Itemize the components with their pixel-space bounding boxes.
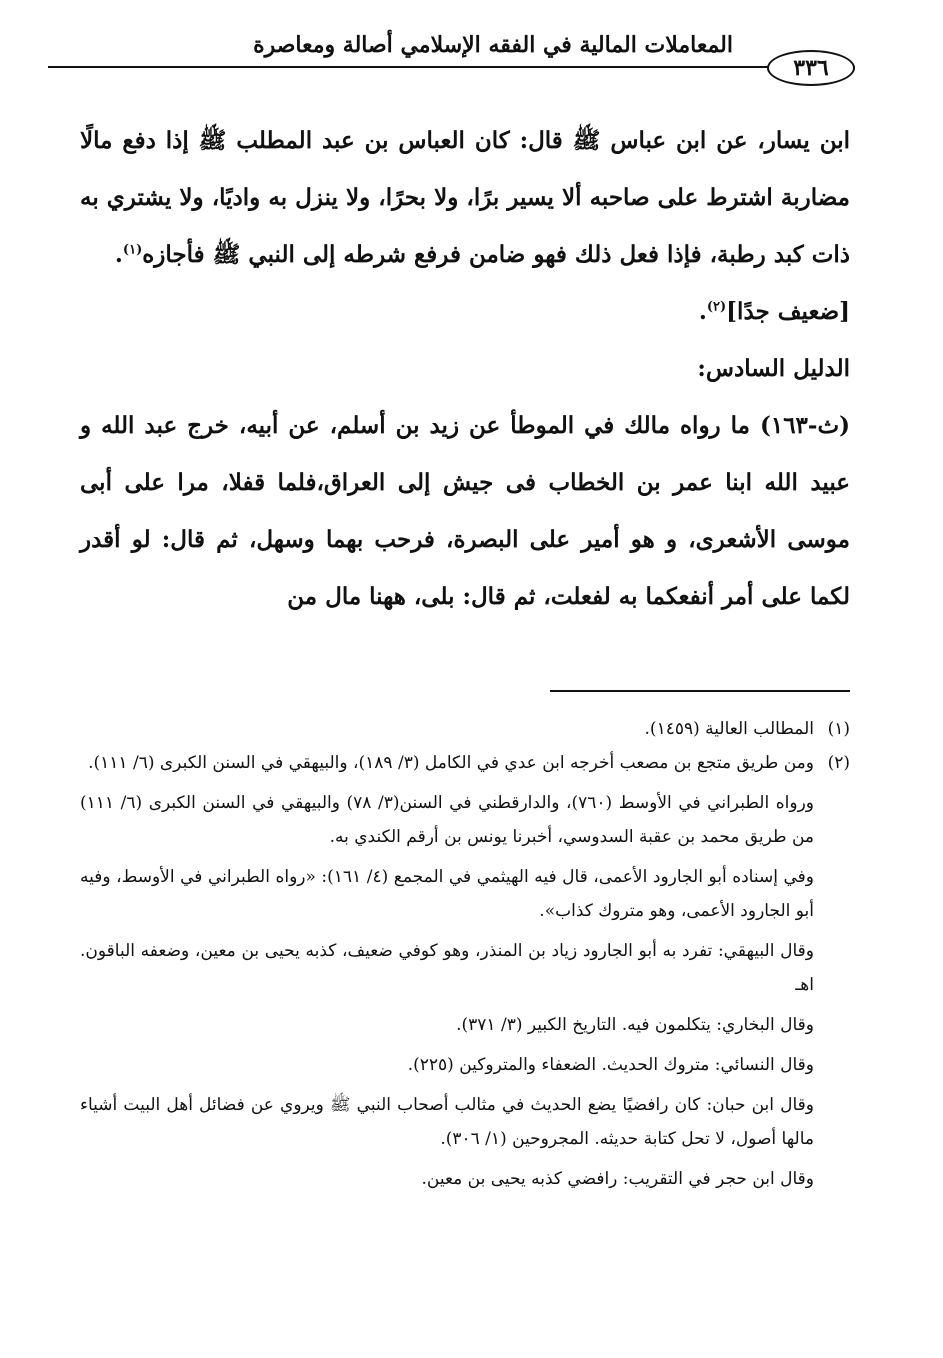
footnote-2-number: (٢): [827, 753, 850, 773]
footnote-1: [80, 712, 850, 746]
footnote-2-text: ومن طريق متجع بن مصعب أخرجه ابن عدي في الكامل (٣/ ١٨٩)، والبيهقي في السنن الكبرى (٦/ ١١١).: [88, 753, 814, 773]
footnote-ref-2: (٢): [706, 299, 727, 315]
paragraph-1-text: ابن يسار، عن ابن عباس ﷺ قال: كان العباس بن عبد المطلب ﷺ إذا دفع مالًا مضاربة اشترط على صاحبه ألا يسير برًا، ولا بحرًا، ولا ينزل به واديًا، ولا يشتري به ذات كبد رطبة، فإذا فعل ذلك فهو ضامن فرفع شرطه إلى النبي ﷺ فأجازه: [80, 127, 850, 268]
paragraph-1-end: .: [114, 241, 123, 268]
footnote-2-continuation-5: وقال النسائي: متروك الحديث. الضعفاء والمتروكين (٢٢٥).: [407, 1055, 814, 1075]
footnote-ref-1: (١): [122, 242, 143, 258]
footnotes: [80, 712, 850, 1196]
grade-text: [ضعيف جدًا]: [726, 298, 850, 325]
paragraph-1: [80, 112, 850, 283]
page-number: [767, 50, 855, 86]
header-rule: [48, 66, 855, 68]
footnote-separator: [550, 690, 850, 692]
footnote-2-continuation-2: وفي إسناده أبو الجارود الأعمى، قال فيه الهيثمي في المجمع (٤/ ١٦١): «رواه الطبراني في الأوسط، وفيه أبو الجارود الأعمى، وهو متروك كذاب».: [80, 867, 814, 921]
footnote-2-continuation-3: وقال البيهقي: تفرد به أبو الجارود زياد بن المنذر، وهو كوفي ضعيف، كذبه يحيى بن معين، وضعفه الباقون. اهـ: [80, 941, 814, 995]
grade-line: [80, 283, 850, 340]
footnote-1-text: المطالب العالية (١٤٥٩).: [644, 719, 814, 739]
footnote-2-continuation-4: وقال البخاري: يتكلمون فيه. التاريخ الكبير (٣/ ٣٧١).: [456, 1015, 814, 1035]
grade-end: .: [698, 298, 707, 325]
running-title: المعاملات المالية في الفقه الإسلامي أصالة ومعاصرة: [253, 32, 733, 58]
footnote-2-continuation-1: ورواه الطبراني في الأوسط (٧٦٠)، والدارقطني في السنن(٣/ ٧٨) والبيهقي في السنن الكبرى (٦/ ١١١) من طريق محمد بن عقبة السدوسي، أخبرنا يونس بن أرقم الكندي به.: [80, 793, 814, 847]
paragraph-2: (ث-١٦٣) ما رواه مالك في الموطأ عن زيد بن أسلم، عن أبيه، خرج عبد الله و عبيد الله ابنا عمر بن الخطاب فى جيش إلى العراق،فلما قفلا، مرا على أبى موسى الأشعرى، و هو أمير على البصرة، فرحب بهما وسهل، ثم قال: لو أقدر لكما على أمر أنفعكما به لفعلت، ثم قال: بلى، ههنا مال من: [80, 412, 850, 610]
main-text: [80, 112, 850, 625]
footnote-1-number: (١): [827, 719, 850, 739]
footnote-2: [80, 746, 850, 780]
footnote-2-continuation-6: وقال ابن حبان: كان رافضيًا يضع الحديث في مثالب أصحاب النبي ﷺ ويروي عن فضائل أهل البيت أشياء مالها أصول، لا تحل كتابة حديثه. المجروحين (١/ ٣٠٦).: [80, 1095, 814, 1149]
section-heading: الدليل السادس:: [697, 355, 850, 382]
footnote-2-continuation-7: وقال ابن حجر في التقريب: رافضي كذبه يحيى بن معين.: [421, 1169, 814, 1189]
page-number-text: ٣٣٦: [793, 55, 829, 81]
